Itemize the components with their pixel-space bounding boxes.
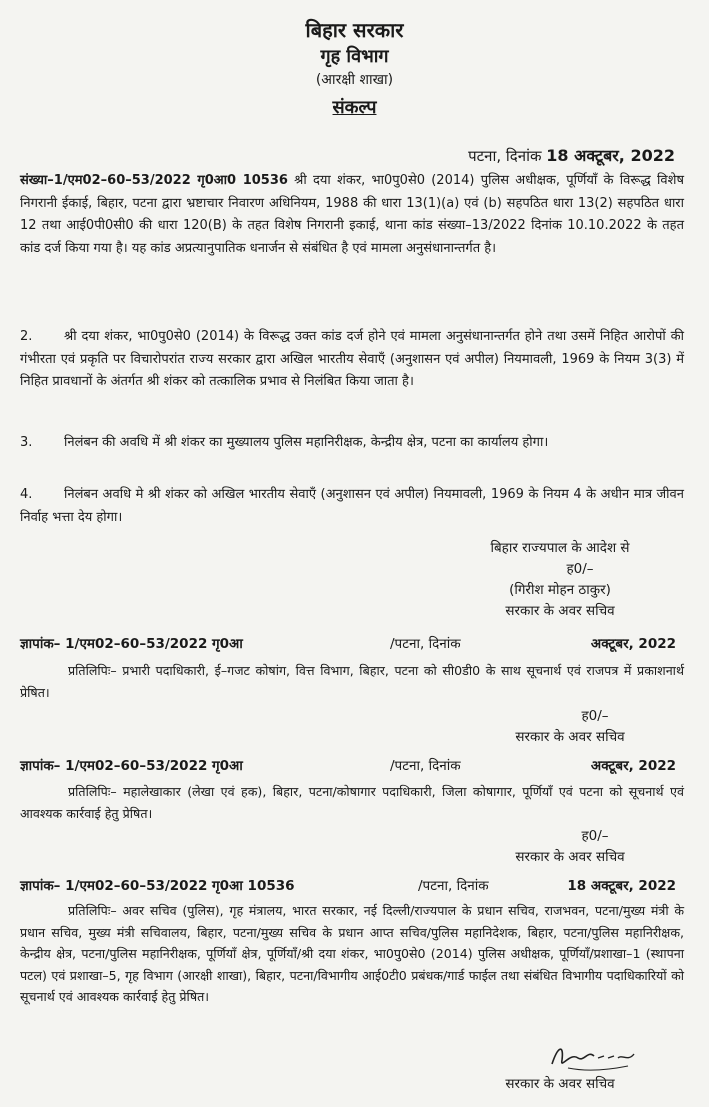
memo-3-date: 18 अक्टूबर, 2022 (567, 878, 676, 894)
paragraph-1-text: श्री दया शंकर, भा0पु0से0 (2014) पुलिस अधीक्षक, पूर्णियाँ के विरूद्ध विशेष निगरानी ईकाई, बिहार, पटना द्वारा भ्रष्टाचार निवारण अधिनियम, 1988 की धारा 13(1)(a) एवं (b) सहपठित धारा 13(2) सहपठित धारा 12 तथा आई0पी0सी0 की धारा 120(B) के तहत विशेष निगरानी इकाई, थाना कांड संख्या–13/2022 दिनांक 10.10.2022 के तहत कांड दर्ज किया गया है। यह कांड अप्रत्यानुपातिक धनार्जन से संबंधित है एवं मामला अनुसंधानान्तर्गत है। (20, 173, 684, 256)
memo-2-reference: ज्ञापांक– 1/एम02–60–53/2022 गृ0आ (20, 758, 243, 774)
memo-1-copy (20, 660, 684, 703)
memo-2-sign: ह0/– (581, 828, 609, 844)
memo-3-reference: ज्ञापांक– 1/एम02–60–53/2022 गृ0आ 10536 (20, 878, 295, 894)
paragraph-4 (20, 484, 684, 529)
memo-3-copy (20, 900, 684, 1008)
paragraph-3-text: निलंबन की अवधि में श्री शंकर का मुख्यालय पुलिस महानिरीक्षक, केन्द्रीय क्षेत्र, पटना का कार्यालय होगा। (64, 435, 549, 450)
order-authority: बिहार राज्यपाल के आदेश से (490, 540, 630, 556)
dateline-date: 18 अक्टूबर, 2022 (546, 146, 675, 165)
resolution-reference: संख्या–1/एम02–60–53/2022 गृ0आ0 10536 (20, 173, 288, 188)
dateline (468, 144, 675, 166)
paragraph-1 (20, 170, 684, 260)
signatory-designation: सरकार के अवर सचिव (505, 603, 615, 619)
memo-1-date: अक्टूबर, 2022 (590, 636, 676, 652)
document-type-title: संकल्प (332, 97, 377, 118)
memo-1-designation: सरकार के अवर सचिव (515, 729, 625, 745)
memo-3-header (20, 876, 684, 894)
memo-2-sign-block (480, 826, 660, 868)
paragraph-4-number: 4. (20, 487, 33, 502)
govt-title: बिहार सरकार (305, 18, 404, 42)
paragraph-4-text: निलंबन अवधि मे श्री शंकर को अखिल भारतीय सेवाएँ (अनुशासन एवं अपील) नियमावली, 1969 के नियम 4 के अधीन मात्र जीवन निर्वाह भत्ता देय होगा। (20, 487, 684, 525)
memo-2-header (20, 756, 684, 774)
memo-1-reference: ज्ञापांक– 1/एम02–60–53/2022 गृ0आ (20, 636, 243, 652)
memo-1-copy-label: प्रतिलिपिः– (68, 663, 117, 678)
memo-3-place: /पटना, दिनांक (418, 878, 489, 894)
signatory-name: (गिरीश मोहन ठाकुर) (509, 582, 611, 598)
branch-title: (आरक्षी शाखा) (315, 72, 394, 88)
memo-1-sign-block (480, 706, 660, 748)
memo-3-sign-block (460, 1074, 660, 1095)
paragraph-3-number: 3. (20, 435, 33, 450)
memo-3-designation: सरकार के अवर सचिव (505, 1076, 615, 1092)
memo-1-sign: ह0/– (581, 708, 609, 724)
memo-2-copy-label: प्रतिलिपिः– (68, 784, 117, 799)
memo-1-place: /पटना, दिनांक (390, 636, 461, 652)
memo-3-copy-text: अवर सचिव (पुलिस), गृह मंत्रालय, भारत सरकार, नई दिल्ली/राज्यपाल के प्रधान सचिव, राजभवन, पटना/मुख्य मंत्री के प्रधान सचिव, मुख्य मंत्री सचिवालय, बिहार, पटना/मुख्य सचिव के प्रधान आप्त सचिव/पुलिस महानिदेशक, बिहार, पटना/पुलिस महानिरीक्षक, केन्द्रीय क्षेत्र, पटना/पुलिस महानिरीक्षक, पूर्णियाँ क्षेत्र, पूर्णियाँ/श्री दया शंकर, भा0पु0से0 (2014) पुलिस अधीक्षक, पूर्णियाँ/प्रशाखा–1 (स्थापना पटल) एवं प्रशाखा–5, गृह विभाग (आरक्षी शाखा), बिहार, पटना/विभागीय आई0टी0 प्रबंधक/गार्ड फाईल तथा संबंधित विभागीय पदाधिकारियों को सूचनार्थ एवं आवश्यक कार्रवाई हेतु प्रेषित। (20, 903, 684, 1005)
handwritten-signature (548, 1038, 638, 1074)
memo-2-copy (20, 781, 684, 824)
memo-3-copy-label: प्रतिलिपिः– (68, 903, 117, 918)
dateline-place: पटना, दिनांक (468, 147, 542, 165)
paragraph-2-text: श्री दया शंकर, भा0पु0से0 (2014) के विरूद्ध उक्त कांड दर्ज होने एवं मामला अनुसंधानान्तर्गत होने तथा उसमें निहित आरोपों की गंभीरता एवं प्रकृति पर विचारोपरांत राज्य सरकार द्वारा अखिल भारतीय सेवाएँ (अनुशासन एवं अपील) नियमावली, 1969 के नियम 3(3) में निहित प्रावधानों के अंतर्गत श्री शंकर को तत्कालिक प्रभाव से निलंबित किया जाता है। (20, 329, 684, 390)
memo-2-designation: सरकार के अवर सचिव (515, 849, 625, 865)
memo-2-date: अक्टूबर, 2022 (590, 758, 676, 774)
memo-1-header (20, 634, 684, 652)
paragraph-3 (20, 432, 684, 455)
memo-2-copy-text: महालेखाकार (लेखा एवं हक), बिहार, पटना/कोषागार पदाधिकारी, जिला कोषागार, पूर्णियाँ एवं पटना को सूचनार्थ एवं आवश्यक कार्रवाई हेतु प्रेषित। (20, 784, 684, 821)
memo-1-copy-text: प्रभारी पदाधिकारी, ई–गजट कोषांग, वित्त विभाग, बिहार, पटना को सी0डी0 के साथ सूचनार्थ एवं राजपत्र में प्रकाशनार्थ प्रेषित। (20, 663, 684, 700)
paragraph-2-number: 2. (20, 329, 33, 344)
order-sign: ह0/– (566, 561, 594, 577)
memo-2-place: /पटना, दिनांक (390, 758, 461, 774)
department-title: गृह विभाग (320, 46, 389, 67)
paragraph-2 (20, 326, 684, 394)
order-signature-block (440, 538, 680, 622)
